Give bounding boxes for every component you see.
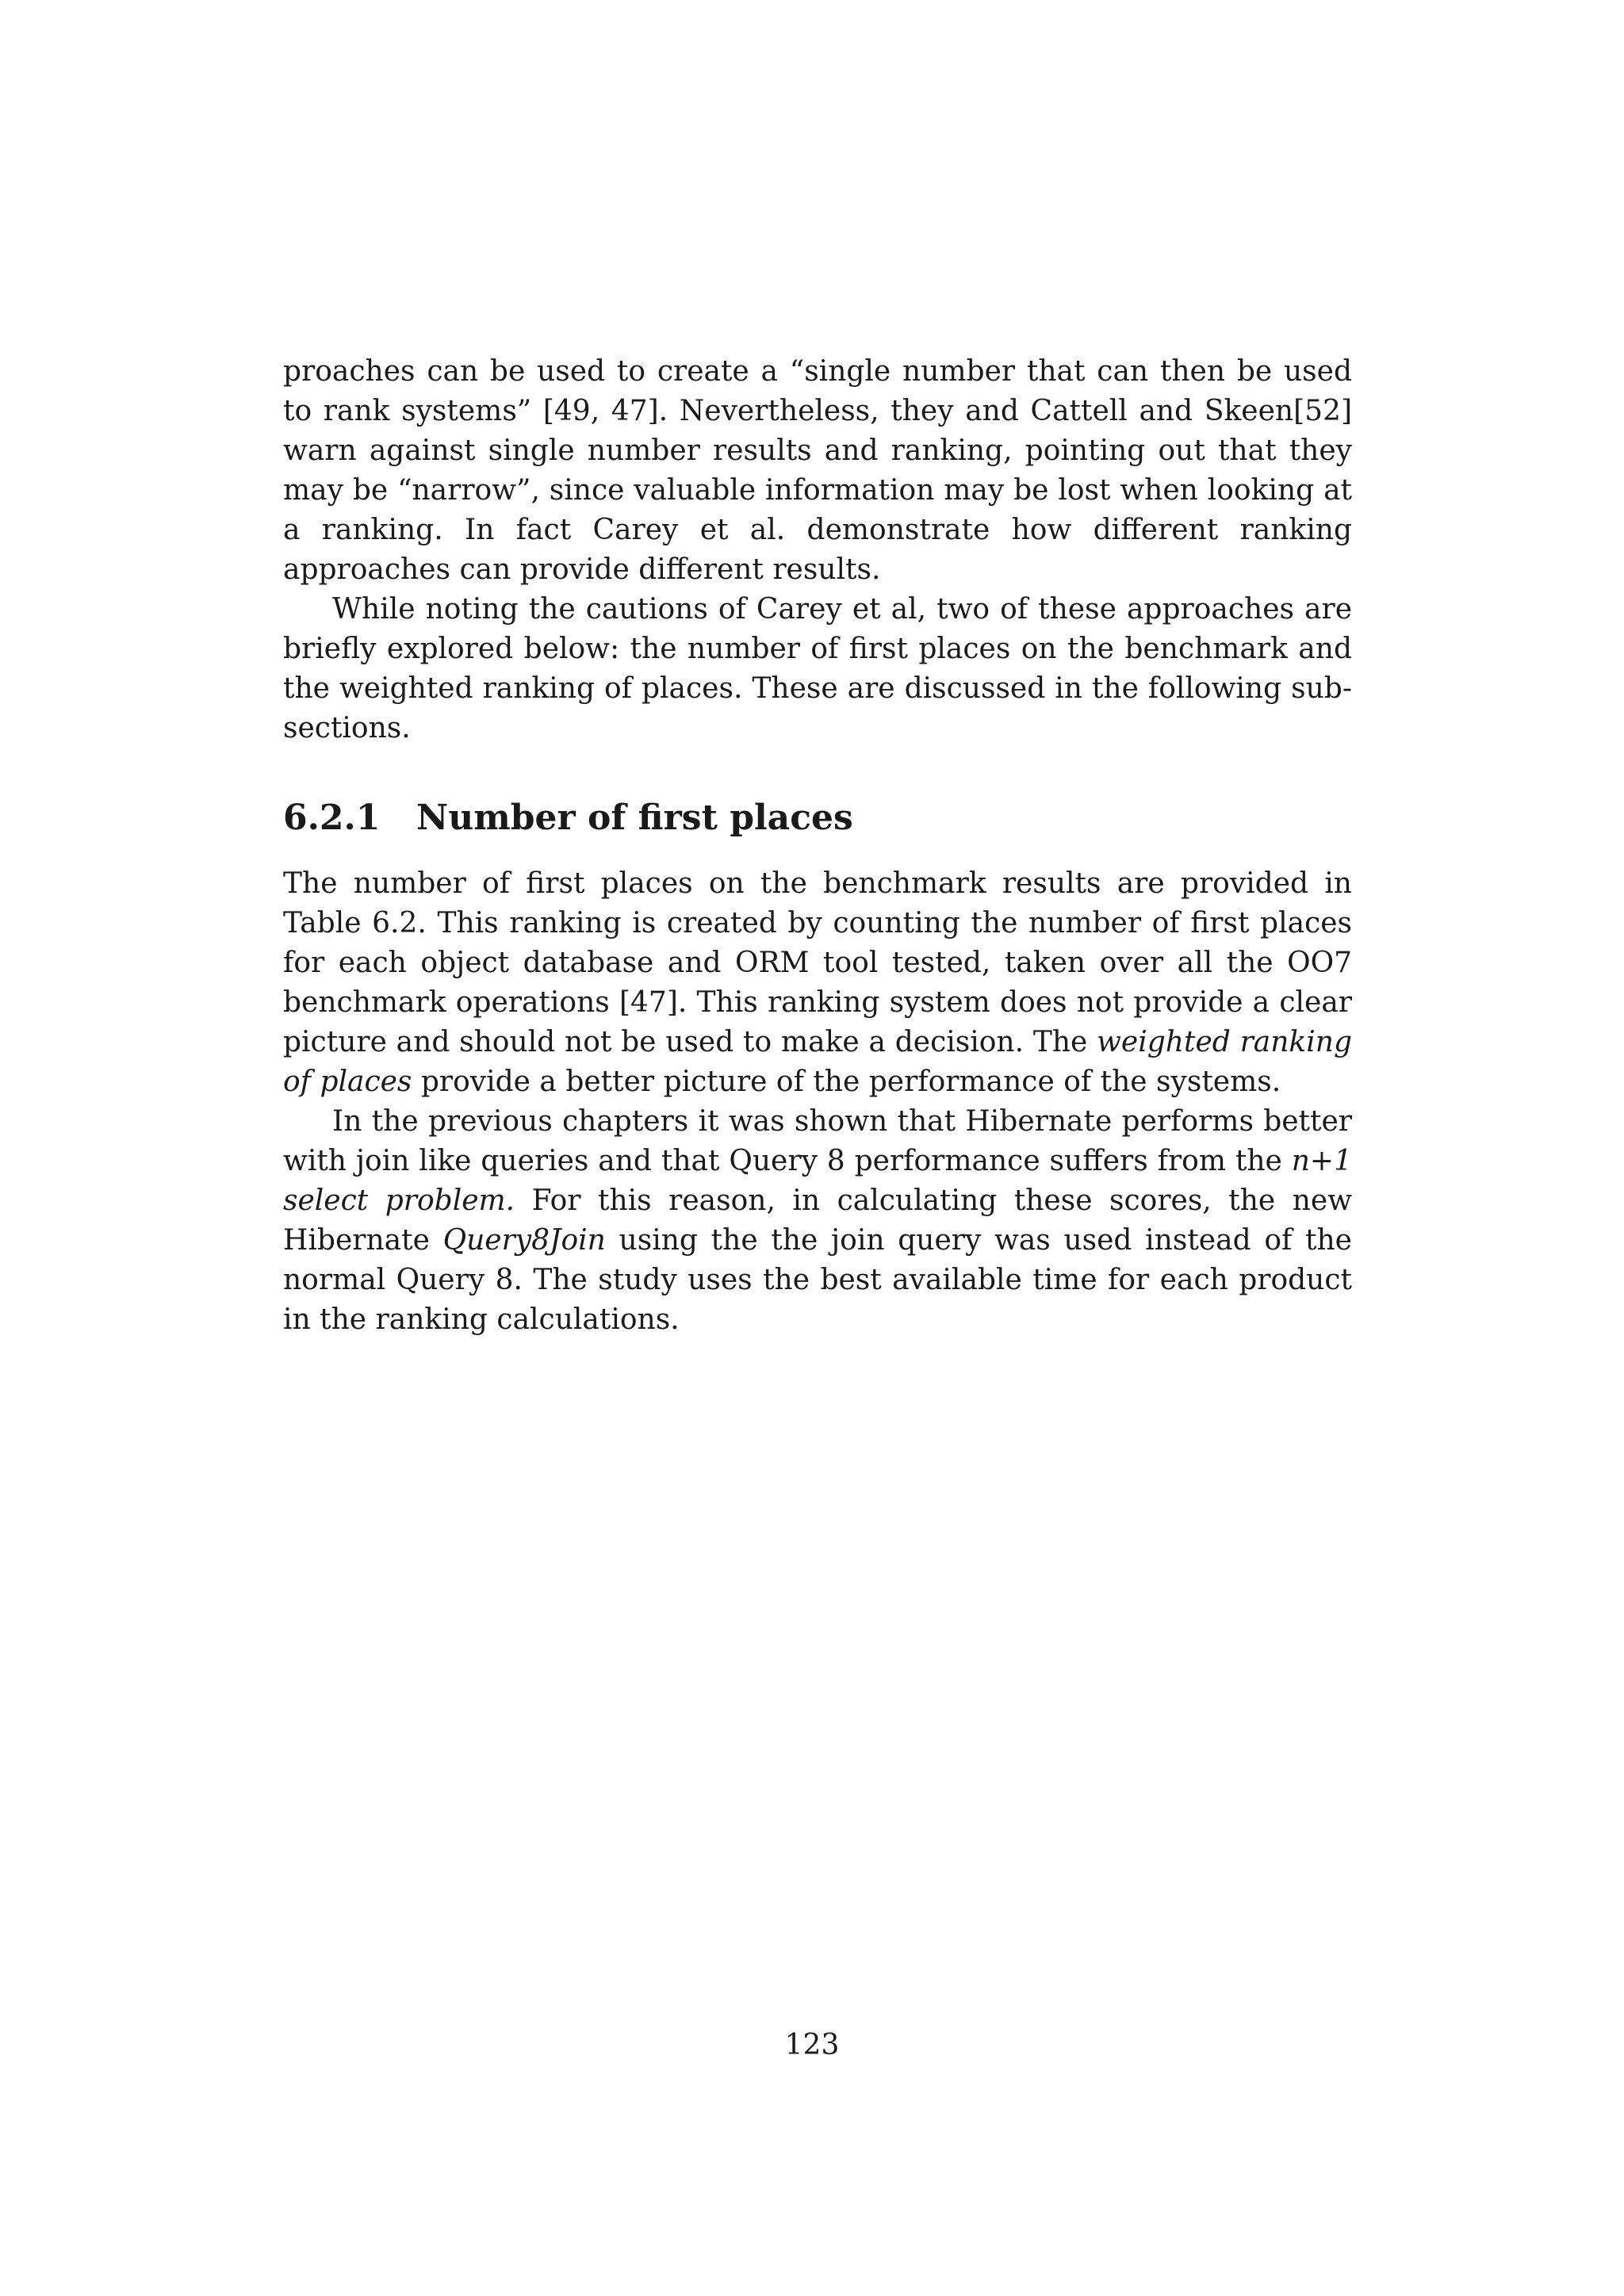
paragraph-hibernate-text-2: For this reason, in calculating these scores, the new Hibernate <box>283 1184 1353 1257</box>
paragraph-approaches-explored: While noting the cautions of Carey et al, two of these approaches are briefly explored below: the number of first places on the benchmark and the weighted ranking of places. These are discussed in the following sub-sections. <box>283 593 1352 744</box>
section-title: Number of first places <box>416 798 853 838</box>
emphasis-n-plus-1: n+1 select problem. <box>283 1145 1352 1217</box>
section-number: 6.2.1 <box>283 798 381 838</box>
section-heading <box>283 794 1352 842</box>
emphasis-weighted-ranking: weighted ranking of places <box>283 1026 1352 1098</box>
paragraph-hibernate-text-1: In the previous chapters it was shown that Hibernate performs better with join like queries and that Query 8 performance suffers from the <box>283 1105 1352 1177</box>
emphasis-query8join: Query8Join <box>442 1224 606 1257</box>
paragraph-ranking-cautions: proaches can be used to create a “single number that can then be used to rank systems” [49, 47]. Nevertheless, they and Cattell and Skeen[52] warn against single number results and ranking, pointing out that they may be “narrow”, since valuable information may be lost when looking at a ranking. In fact Carey et al. demonstrate how different ranking approaches can provide different results. <box>283 355 1352 586</box>
paragraph-hibernate-query <box>283 1102 1352 1340</box>
page-body <box>283 352 1352 1340</box>
paragraph-hibernate-text-3: using the the join query was used instead of the normal Query 8. The study uses the best available time for each product in the ranking calculations. <box>283 1224 1352 1336</box>
paragraph-first-places <box>283 864 1352 1102</box>
paragraph-first-places-tail: provide a better picture of the performance of the systems. <box>412 1066 1281 1098</box>
page-number: 123 <box>784 2029 840 2061</box>
paragraph-first-places-text: The number of first places on the benchmark results are provided in Table 6.2. This ranking is created by counting the number of first places for each object database and ORM tool tested, taken over all the OO7 benchmark operations [47]. This ranking system does not provide a clear picture and should not be used to make a decision. The <box>283 867 1352 1058</box>
